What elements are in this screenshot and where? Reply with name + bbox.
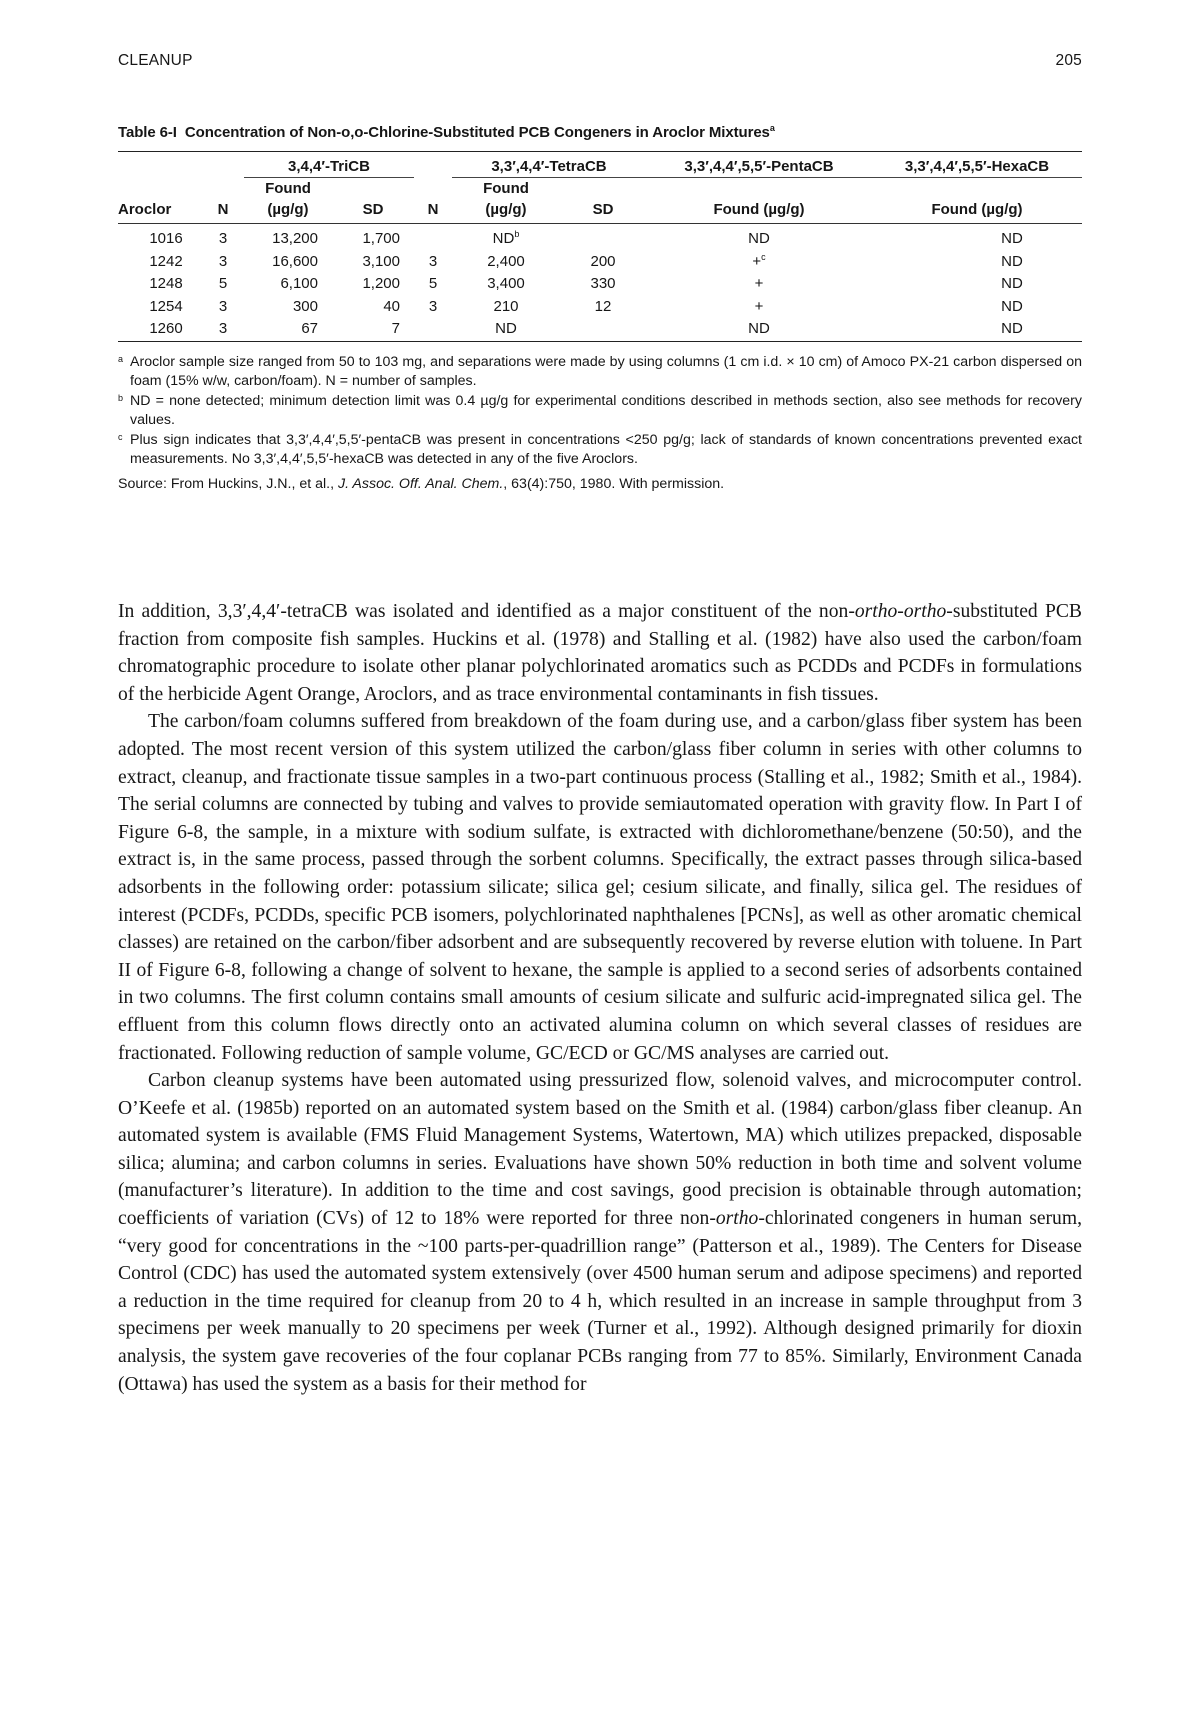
cell-found: 16,600 <box>272 252 318 270</box>
journal-name: J. Assoc. Off. Anal. Chem. <box>337 475 504 492</box>
cell-n: 3 <box>218 230 228 247</box>
table-row <box>118 318 1082 341</box>
cell-aroclor: 1260 <box>149 320 183 337</box>
col-header-unit: (µg/g) <box>267 201 309 218</box>
paragraph-3: Carbon cleanup systems have been automated using pressurized flow, solenoid valves, and microcomputer control. O’Keefe et al. (1985b) reported on an automated system based on the Smith et al. (1984) carbon/glass fiber cleanup. An automated system is available (FMS Fluid Management Systems, Watertown, MA) which utilizes prepacked, disposable silica; alumina; and carbon columns in series. Evaluations have shown 50% reduction in both time and solvent volume (manufacturer’s literature). In addition to the time and cost savings, good precision is obtainable through automation; coefficients of variation (CVs) of 12 to 18% were reported for three non-ortho-chlorinated congeners in human serum, “very good for concentrations in the ~100 parts-per-quadrillion range” (Patterson et al., 1989). The Centers for Disease Control (CDC) has used the automated system extensively (over 4500 human serum and adipose specimens) and reported a reduction in the time required for cleanup from 20 to 4 h, which resulted in an increase in sample throughput from 3 specimens per week manually to 20 specimens per week (Turner et al., 1992). Although designed primarily for dioxin analysis, the system gave recoveries of the four coplanar PCBs ranging from 77 to 85%. Similarly, Environment Canada (Ottawa) has used the system as a basis for their method for <box>118 1070 1082 1395</box>
col-header-found: Found <box>483 180 529 197</box>
footnote-b <box>118 392 1082 430</box>
table-row <box>118 251 1082 274</box>
congener-header-tetracb: 3,3′,4,4′-TetraCB <box>452 152 646 178</box>
col-header-found: Found <box>265 180 311 197</box>
cell-aroclor: 1242 <box>149 252 183 270</box>
cell-pentacb: + <box>754 297 764 315</box>
running-head <box>118 52 1082 76</box>
cell-n <box>414 318 452 341</box>
paragraph-1: In addition, 3,3′,4,4′-tetraCB was isolated and identified as a major constituent of the non-ortho-ortho-substituted PCB fraction from composite fish samples. Huckins et al. (1978) and Stalling et al. (1982) have also used the carbon/foam chromatographic procedure to isolate other planar polychlorinated aromatics such as PCDDs and PCDFs in formulations of the herbicide Agent Orange, Aroclors, and as trace environmental contaminants in fish tissues. <box>118 601 1082 705</box>
paragraph-2: The carbon/foam columns suffered from breakdown of the foam during use, and a carbon/glass fiber system has been adopted. The most recent version of this system utilized the carbon/glass fiber column in series with other columns to extract, cleanup, and fractionate tissue samples in a two-part continuous process (Stalling et al., 1982; Smith et al., 1984). The serial columns are connected by tubing and valves to provide semiautomated operation with gravity flow. In Part I of Figure 6-8, the sample, in a mixture with sodium sulfate, is extracted with dichloromethane/benzene (50:50), and the extract is, in the same process, passed through the sorbent columns. Specifically, the extract passes through silica-based adsorbents in the following order: potassium silicate; silica gel; cesium silicate, and finally, silica gel. The residues of interest (PCDFs, PCDDs, specific PCB isomers, polychlorinated naphthalenes [PCNs], as well as other aromatic chemical classes) are retained on the carbon/fiber adsorbent and are subsequently recovered by reverse elution with toluene. In Part II of Figure 6-8, following a change of solvent to hexane, the sample is applied to a second series of adsorbents contained in two columns. The first column contains small amounts of cesium silicate and sulfuric acid-impregnated silica gel. The effluent from this column flows directly onto an activated alumina column on which several classes of residues are fractionated. Following reduction of sample volume, GC/ECD or GC/MS analyses are carried out. <box>118 711 1082 1064</box>
footnote-a <box>118 353 1082 391</box>
col-header-aroclor: Aroclor <box>118 201 172 218</box>
table-title: Concentration of Non-o,o-Chlorine-Substituted PCB Congeners in Aroclor Mixtures <box>184 124 770 141</box>
cell-pentacb: + <box>754 275 764 292</box>
footnote-marker: b <box>118 392 124 403</box>
cell-hexacb: ND <box>1001 297 1023 315</box>
cell-pentacb: +$^c$ <box>752 251 766 270</box>
cell-pentacb: ND <box>748 230 770 247</box>
col-header-unit: (µg/g) <box>485 201 527 218</box>
congener-table <box>118 151 1082 345</box>
table-caption <box>118 124 1082 141</box>
cell-aroclor: 1248 <box>149 275 183 292</box>
col-header-sd: SD <box>362 201 384 218</box>
table-source: Source: From Huckins, J.N., et al., J. Assoc. Off. Anal. Chem., 63(4):750, 1980. With permission. <box>118 475 725 492</box>
footnote-marker: c <box>118 431 123 442</box>
cell-sd: 40 <box>383 297 400 315</box>
col-header-sd: SD <box>592 201 614 218</box>
col-header-found-unit: Found (µg/g) <box>931 201 1023 218</box>
cell-hexacb: ND <box>1001 230 1023 247</box>
footnote-c <box>118 431 1082 469</box>
cell-sd: 3,100 <box>362 252 400 270</box>
congener-header-tricb: 3,4,4′-TriCB <box>244 152 414 178</box>
cell-found: 2,400 <box>487 252 525 270</box>
table-row <box>118 273 1082 296</box>
cell-sd: 1,700 <box>362 230 400 247</box>
cell-sd: 12 <box>594 297 612 315</box>
footnote-text: Aroclor sample size ranged from 50 to 103 mg, and separations were made by using columns (1 cm i.d. × 10 cm) of Amoco PX-21 carbon dispersed on foam (15% w/w, carbon/foam). N = number of samples. <box>130 353 1082 389</box>
cell-found: 210 <box>493 297 519 315</box>
cell-sd <box>560 224 646 251</box>
table-number: Table 6-I <box>118 124 177 141</box>
table-6-1 <box>118 124 1082 494</box>
footnote-marker: a <box>118 353 124 364</box>
table-footnotes <box>118 353 1082 494</box>
footnote-mark-b: b <box>514 229 520 239</box>
cell-hexacb: ND <box>1001 275 1023 292</box>
col-header-found-unit: Found (µg/g) <box>713 201 805 218</box>
cell-sd: 1,200 <box>362 275 400 292</box>
cell-sd: 330 <box>590 275 616 292</box>
cell-n: 5 <box>218 275 228 292</box>
caption-footnote-mark: a <box>769 123 775 133</box>
congener-header-pentacb: 3,3′,4,4′,5,5′-PentaCB <box>646 152 872 178</box>
table-row <box>118 296 1082 319</box>
cell-sd <box>560 318 646 341</box>
cell-n: 3 <box>428 297 438 315</box>
cell-aroclor: 1254 <box>149 297 183 315</box>
cell-sd: 7 <box>391 320 400 337</box>
cell-n <box>414 224 452 251</box>
book-page <box>118 0 1082 1714</box>
cell-hexacb: ND <box>1001 320 1023 337</box>
col-header-n: N <box>217 201 229 218</box>
cell-found: $ND^b$ <box>492 229 520 247</box>
cell-found: 67 <box>301 320 318 337</box>
cell-sd: 200 <box>590 252 616 270</box>
cell-aroclor: 1016 <box>149 230 183 247</box>
cell-found: 6,100 <box>280 275 318 292</box>
table-row <box>118 224 1082 251</box>
cell-found: 3,400 <box>487 275 525 292</box>
cell-found: 13,200 <box>272 230 318 247</box>
col-header-n: N <box>427 201 439 218</box>
chapter-title: CLEANUP <box>118 52 193 69</box>
cell-pentacb: ND <box>748 320 770 337</box>
column-header-row <box>118 199 1082 224</box>
cell-n: 5 <box>428 275 438 292</box>
footnote-mark-c: c <box>761 251 766 262</box>
cell-n: 3 <box>218 297 228 315</box>
found-header-row <box>118 178 1082 200</box>
footnote-text: ND = none detected; minimum detection limit was 0.4 µg/g for experimental conditions described in methods section, also see methods for recovery values. <box>130 392 1082 428</box>
congener-header-row <box>118 152 1082 178</box>
cell-found: 300 <box>292 297 318 315</box>
page-number: 205 <box>1055 52 1082 69</box>
body-text <box>118 598 1082 1398</box>
cell-n: 3 <box>218 320 228 337</box>
footnote-text: Plus sign indicates that 3,3′,4,4′,5,5′-pentaCB was present in concentrations <250 pg/g; lack of standards of known concentrations prevented exact measurements. No 3,3′,4,4′,5,5′-hexaCB was detected in any of the five Aroclors. <box>130 431 1082 467</box>
congener-header-hexacb: 3,3′,4,4′,5,5′-HexaCB <box>872 152 1082 178</box>
cell-n: 3 <box>428 252 438 270</box>
cell-hexacb: ND <box>1001 252 1023 270</box>
cell-found: ND <box>495 320 517 337</box>
cell-n: 3 <box>218 252 228 270</box>
